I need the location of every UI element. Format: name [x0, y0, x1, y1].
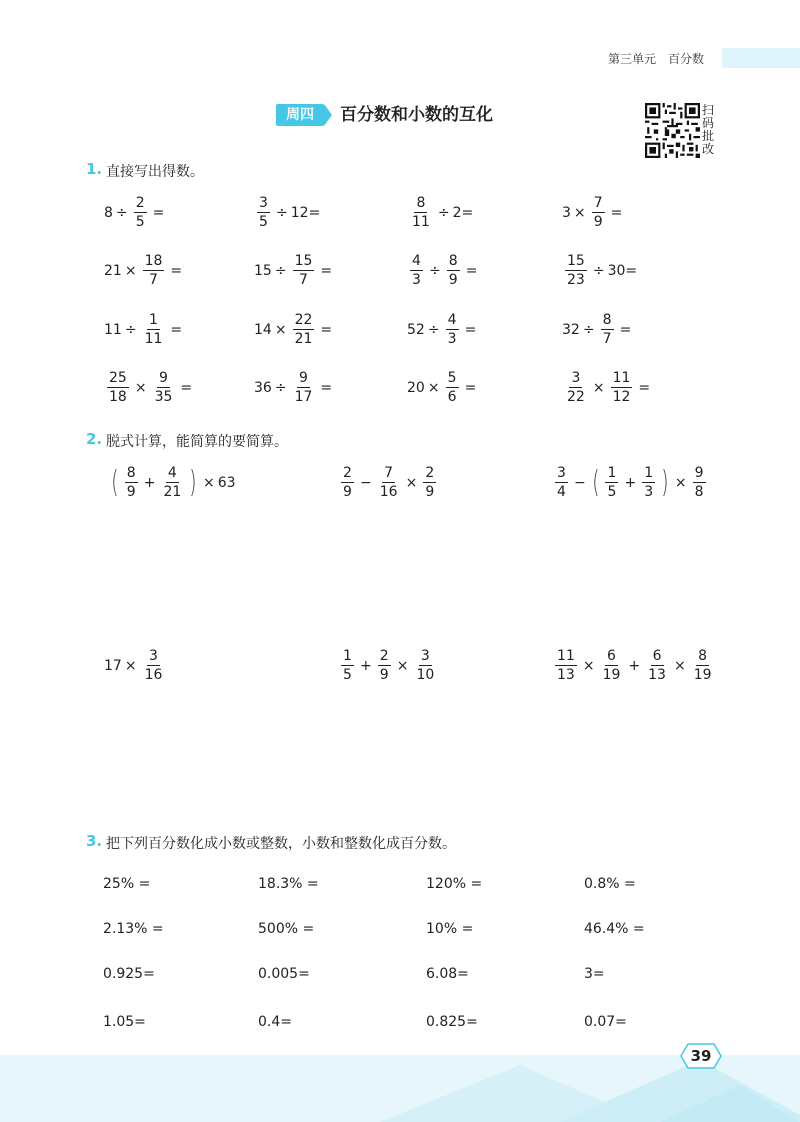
day-badge-arrow [324, 104, 332, 126]
q3-item: 0.4= [258, 1014, 292, 1030]
section-2-instruction: 脱式计算，能简算的要简算。 [106, 434, 288, 450]
section-1-number: 1. [86, 160, 103, 178]
q2-expr-4: 17 × $\frac{3}{16}$ [104, 648, 163, 683]
q1-expr-r1c4: 3 × $\frac{7}{9}$ = [562, 195, 623, 230]
section-3-number: 3. [86, 832, 103, 850]
q1-expr-r1c1: 8 ÷ $\frac{2}{5}$ = [104, 195, 165, 230]
q1-expr-r3c3: 52 ÷ $\frac{4}{3}$ = [407, 312, 477, 347]
q1-expr-r4c2: 36 ÷ $\frac{9}{17}$ = [254, 370, 333, 405]
q2-expr-5: $\frac{1}{5}$ + $\frac{2}{9}$ × $\frac{3}{10}$ [338, 649, 439, 682]
q3-item: 25% = [103, 876, 151, 892]
q1-expr-r3c2: 14 × $\frac{22}{21}$ = [254, 312, 333, 347]
section-2-number: 2. [86, 430, 103, 448]
q2-expr-6: $\frac{11}{13}$ × $\frac{6}{19}$ + $\frac{6}{13}$ × $\frac{8}{19}$ [557, 648, 712, 683]
q1-expr-r4c3: 20 × $\frac{5}{6}$ = [407, 370, 477, 405]
day-badge: 周四 [276, 104, 324, 126]
q3-item: 1.05= [103, 1014, 146, 1030]
running-header [608, 50, 716, 67]
q3-item: 0.8% = [584, 876, 636, 892]
q1-expr-r2c4: $\frac{15}{23}$ ÷ 30 = [567, 253, 638, 288]
q1-expr-r3c1: 11 ÷ $\frac{1}{11}$ = [104, 312, 183, 347]
qr-code-icon[interactable] [645, 103, 700, 158]
q1-expr-r2c3: $\frac{4}{3}$ ÷ $\frac{8}{9}$ = [407, 254, 480, 287]
q2-expr-1: ( $\frac{8}{9}$ + $\frac{4}{21}$ ) × 63 [111, 464, 236, 500]
qr-label-char: 批 [702, 129, 715, 143]
section-1-instruction: 直接写出得数。 [106, 164, 204, 180]
page-number-badge [680, 1043, 722, 1069]
qr-label-char: 码 [702, 116, 715, 130]
q1-expr-r1c2: $\frac{3}{5}$ ÷ 12 = [254, 196, 320, 229]
q3-item: 0.825= [426, 1014, 478, 1030]
q1-expr-r2c1: 21 × $\frac{18}{7}$ = [104, 253, 183, 288]
section-3-instruction: 把下列百分数化成小数或整数，小数和整数化成百分数。 [106, 836, 456, 852]
q1-expr-r2c2: 15 ÷ $\frac{15}{7}$ = [254, 253, 333, 288]
unit-label: 第三单元 [608, 52, 657, 66]
q3-item: 18.3% = [258, 876, 319, 892]
page-title: 百分数和小数的互化 [340, 105, 493, 125]
q2-expr-3: $\frac{3}{4}$ − ( $\frac{1}{5}$ + $\frac{1}{3}$ ) × $\frac{9}{8}$ [552, 466, 709, 499]
q3-item: 2.13% = [103, 921, 164, 937]
q3-item: 6.08= [426, 966, 469, 982]
q3-item: 500% = [258, 921, 315, 937]
q3-item: 0.005= [258, 966, 310, 982]
q3-item: 120% = [426, 876, 483, 892]
header-band [722, 48, 800, 68]
q1-expr-r4c4: $\frac{3}{22}$ × $\frac{11}{12}$ = [567, 370, 651, 405]
q3-item: 10% = [426, 921, 474, 937]
q3-item: 46.4% = [584, 921, 645, 937]
qr-scan-label [702, 104, 718, 156]
q1-expr-r1c3: $\frac{8}{11}$ ÷ 2 = [412, 195, 474, 230]
q3-item: 0.925= [103, 966, 155, 982]
page-number: 39 [690, 1047, 712, 1065]
topic-label: 百分数 [668, 52, 705, 66]
qr-label-char: 扫 [702, 103, 715, 117]
q1-expr-r4c1: $\frac{25}{18}$ × $\frac{9}{35}$ = [109, 370, 193, 405]
qr-label-char: 改 [702, 142, 715, 156]
q3-item: 0.07= [584, 1014, 627, 1030]
q3-item: 3= [584, 966, 605, 982]
q2-expr-2: $\frac{2}{9}$ − $\frac{7}{16}$ × $\frac{2}{9}$ [338, 466, 439, 499]
q1-expr-r3c4: 32 ÷ $\frac{8}{7}$ = [562, 312, 632, 347]
